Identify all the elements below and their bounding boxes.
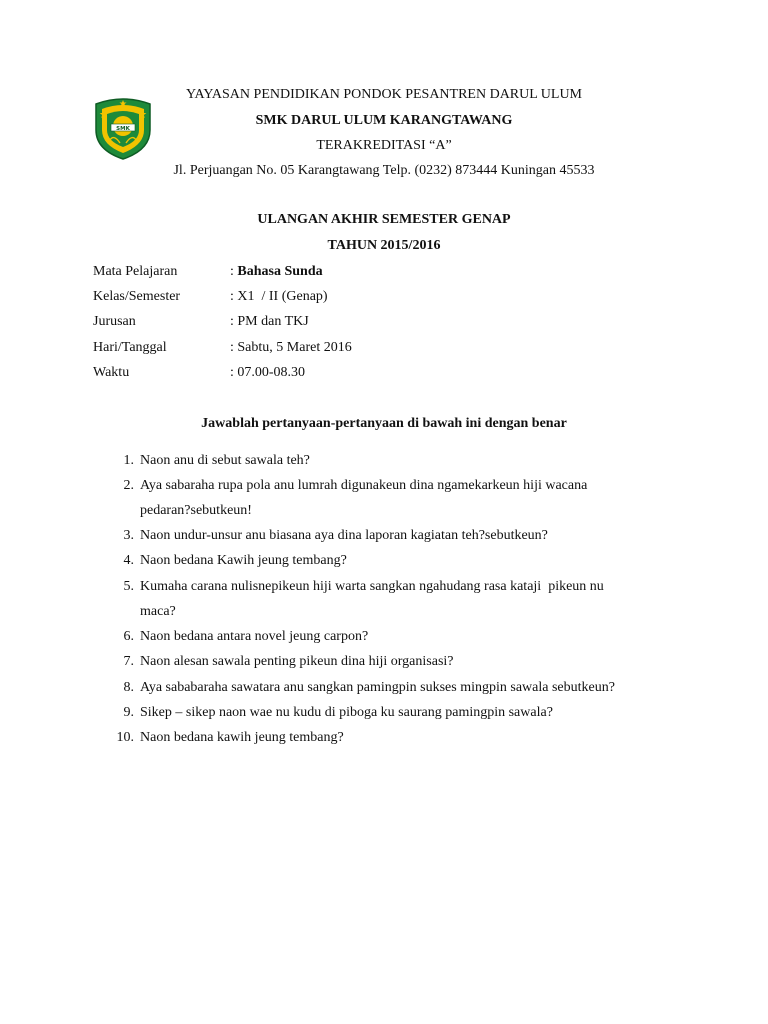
question-text: Naon bedana kawih jeung tembang? (140, 730, 344, 745)
instruction: Jawablah pertanyaan-pertanyaan di bawah ini dengan benar (201, 416, 567, 431)
question-number: 9. (123, 705, 134, 720)
exam-year: TAHUN 2015/2016 (327, 238, 441, 253)
question-text: Aya sababaraha sawatara anu sangkan pamingpin sukses mingpin sawala sebutkeun? (140, 680, 615, 695)
question-number: 10. (116, 730, 134, 745)
question-text: Naon alesan sawala penting pikeun dina hiji organisasi? (140, 654, 454, 669)
info-value: : 07.00-08.30 (230, 365, 306, 380)
question-number: 3. (123, 528, 134, 543)
question-text: Sikep – sikep naon wae nu kudu di piboga ku saurang pamingpin sawala? (140, 705, 553, 720)
question-text: Naon undur-unsur anu biasana aya dina laporan kagiatan teh?sebutkeun? (140, 528, 548, 543)
exam-title: ULANGAN AKHIR SEMESTER GENAP (257, 212, 511, 227)
accreditation: TERAKREDITASI “A” (316, 138, 452, 153)
question-text: Naon bedana Kawih jeung tembang? (140, 553, 347, 568)
info-label: Jurusan (93, 314, 136, 329)
question-text-continued: maca? (140, 604, 176, 619)
info-value: : PM dan TKJ (230, 314, 309, 329)
info-value: : Sabtu, 5 Maret 2016 (230, 340, 352, 355)
school-address: Jl. Perjuangan No. 05 Karangtawang Telp. (0232) 873444 Kuningan 45533 (173, 163, 595, 178)
school-name: SMK DARUL ULUM KARANGTAWANG (255, 113, 513, 128)
question-text: Naon bedana antara novel jeung carpon? (140, 629, 369, 644)
question-number: 7. (123, 654, 134, 669)
question-number: 4. (123, 553, 134, 568)
question-number: 6. (123, 629, 134, 644)
info-label: Kelas/Semester (93, 289, 181, 304)
question-number: 1. (123, 453, 134, 468)
question-text-continued: pedaran?sebutkeun! (140, 503, 252, 518)
logo-banner-text: SMK (116, 126, 130, 132)
question-number: 5. (123, 579, 134, 594)
info-value: : X1 / II (Genap) (230, 289, 328, 304)
info-value: : Bahasa Sunda (230, 264, 323, 279)
question-text: Kumaha carana nulisnepikeun hiji warta sangkan ngahudang rasa kataji pikeun nu (140, 579, 604, 594)
question-text: Aya sabaraha rupa pola anu lumrah digunakeun dina ngamekarkeun hiji wacana (140, 478, 588, 493)
question-text: Naon anu di sebut sawala teh? (140, 453, 310, 468)
question-number: 2. (123, 478, 134, 493)
info-label: Hari/Tanggal (93, 340, 167, 355)
info-label: Mata Pelajaran (93, 264, 178, 279)
info-label: Waktu (93, 365, 130, 380)
question-number: 8. (123, 680, 134, 695)
foundation-name: YAYASAN PENDIDIKAN PONDOK PESANTREN DARUL ULUM (185, 87, 583, 102)
